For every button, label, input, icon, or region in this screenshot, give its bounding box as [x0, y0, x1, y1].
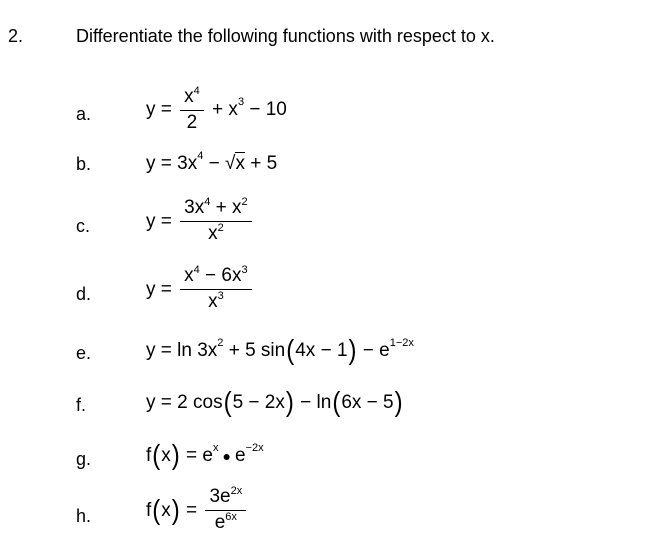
exponent: −2x	[245, 442, 264, 454]
question-text: Differentiate the following functions with respect to x.	[76, 26, 495, 46]
question-number: 2.	[8, 26, 24, 46]
term: + 5	[244, 152, 278, 174]
term: − 6x	[199, 265, 242, 286]
fraction	[205, 486, 246, 536]
term: − ln	[294, 392, 332, 413]
argument: 6x − 5	[341, 392, 394, 413]
exponent: 6x	[225, 511, 237, 523]
term: 3x	[184, 197, 205, 218]
paren: (	[286, 334, 295, 366]
term: e	[234, 445, 246, 466]
term: x	[184, 265, 194, 286]
formula-b	[146, 149, 278, 175]
item-label-h: h.	[76, 506, 92, 526]
exponent: 2	[217, 337, 224, 349]
argument: x	[161, 500, 171, 521]
term: − e	[357, 340, 390, 361]
function-name: f	[146, 445, 152, 466]
fraction	[180, 265, 251, 315]
term: + 5 sin	[223, 340, 286, 361]
term: = e	[180, 445, 214, 466]
item-label-e: e.	[76, 343, 92, 363]
exponent: 4	[193, 85, 200, 97]
formula-a	[146, 86, 287, 134]
lhs: y =	[146, 279, 178, 300]
item-label-b: b.	[76, 154, 92, 174]
paren: )	[348, 334, 357, 366]
formula-f	[146, 386, 404, 418]
argument: 4x − 1	[295, 340, 348, 361]
exponent: 4	[197, 149, 204, 162]
denominator: e	[214, 512, 226, 533]
multiply-dot: ●	[222, 448, 231, 464]
exponent: x	[213, 442, 219, 454]
sqrt-symbol: √	[225, 152, 236, 174]
formula-e	[146, 334, 414, 366]
paren: (	[223, 386, 232, 418]
paren: )	[171, 439, 180, 471]
item-label-d: d.	[76, 284, 92, 304]
paren: (	[152, 439, 161, 471]
term: − 10	[244, 99, 287, 120]
lhs: y =	[146, 99, 178, 120]
radicand: x	[235, 153, 245, 174]
function-name: f	[146, 500, 152, 521]
fraction	[180, 197, 251, 247]
exponent: 2	[241, 196, 248, 208]
exponent: 4	[193, 264, 200, 276]
exponent: 1−2x	[389, 337, 414, 349]
term: + x	[206, 99, 238, 120]
item-label-a: a.	[76, 104, 92, 124]
equals: =	[180, 500, 203, 521]
item-label-c: c.	[76, 216, 91, 236]
paren: )	[394, 386, 403, 418]
term: y = ln 3x	[146, 340, 218, 361]
paren: )	[285, 386, 294, 418]
term: + x	[210, 197, 242, 218]
exponent: 2	[217, 222, 224, 234]
formula-g	[146, 439, 264, 471]
denominator: x	[208, 223, 218, 244]
exponent: 2x	[230, 485, 243, 497]
numerator: 3e	[209, 486, 231, 507]
paren: )	[171, 494, 180, 526]
denominator: x	[208, 291, 218, 312]
fraction	[180, 86, 204, 134]
exponent: 3	[237, 96, 245, 108]
paren: (	[152, 494, 161, 526]
exponent: 3	[241, 264, 248, 276]
exponent: 3	[217, 290, 224, 302]
formula-c	[146, 197, 255, 247]
term: y = 2 cos	[146, 392, 223, 413]
numerator: x	[184, 86, 194, 107]
item-label-g: g.	[76, 449, 92, 469]
item-label-f: f.	[76, 395, 87, 415]
paren: (	[332, 386, 341, 418]
denominator: 2	[186, 112, 198, 133]
lhs: y =	[146, 211, 178, 232]
argument: x	[161, 445, 171, 466]
term: −	[203, 152, 226, 174]
formula-d	[146, 265, 255, 315]
formula-h	[146, 486, 249, 536]
term: y = 3x	[146, 152, 198, 174]
argument: 5 − 2x	[232, 392, 285, 413]
exponent: 4	[204, 196, 211, 208]
